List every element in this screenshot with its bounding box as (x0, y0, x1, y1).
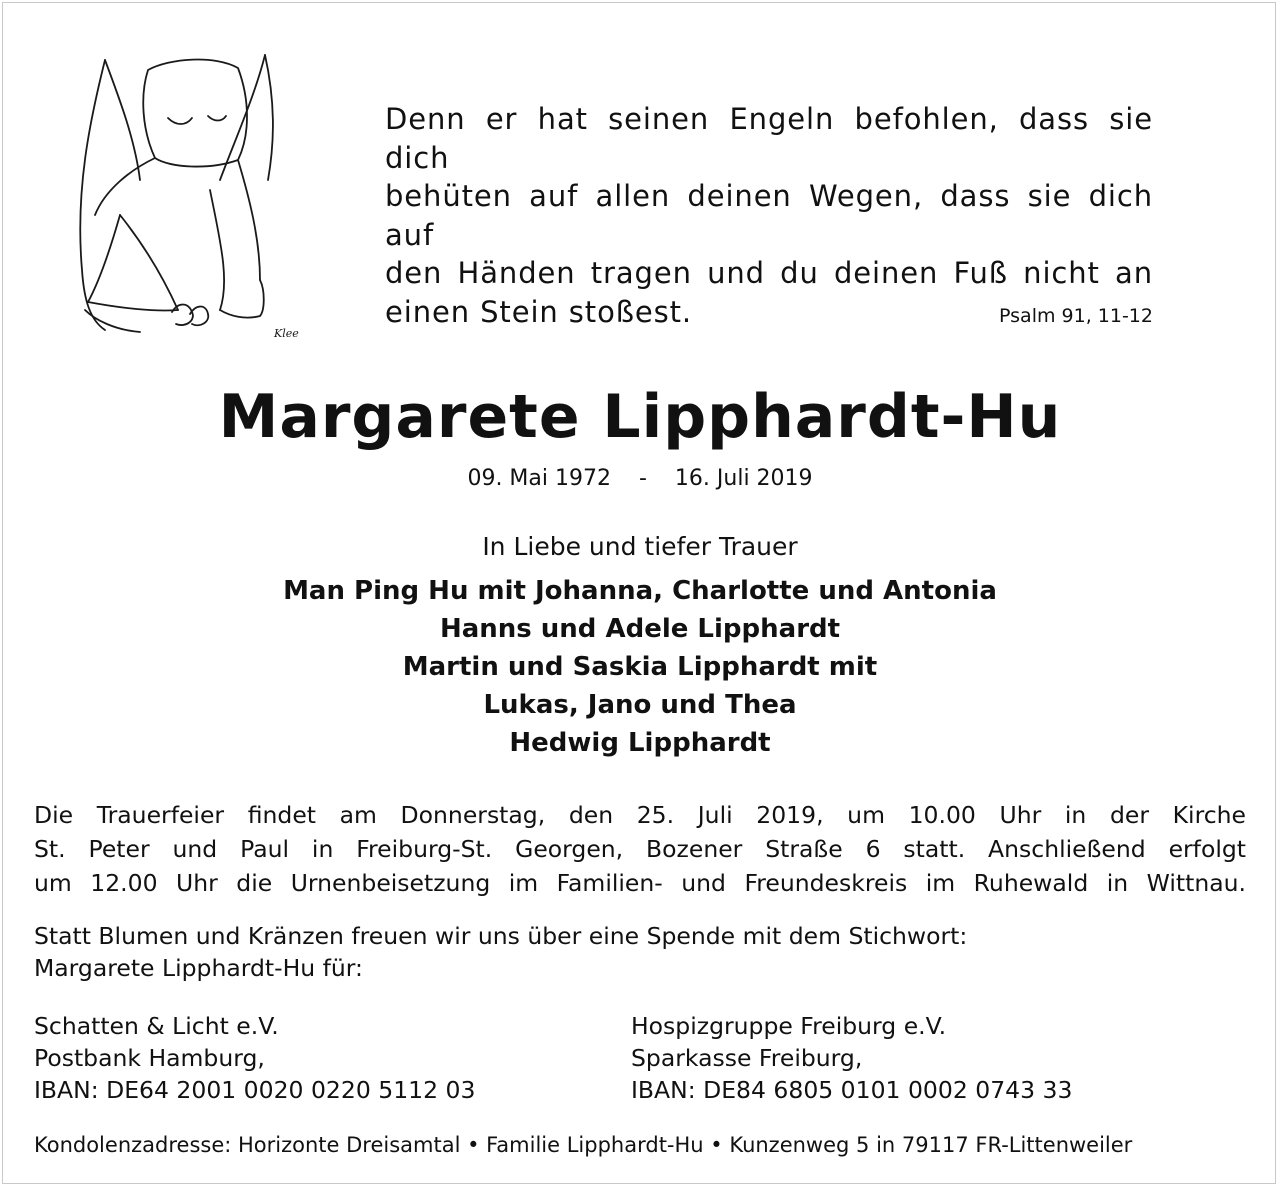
bank-org: Schatten & Licht e.V. (34, 1012, 279, 1040)
donation-line: Margarete Lipphardt-Hu für: (34, 954, 363, 982)
psalm-verse (385, 100, 1153, 335)
ceremony-line: St. Peter und Paul in Freiburg-St. Georgen, Bozener Straße 6 statt. Anschließend erfolgt (34, 835, 1246, 863)
deceased-name: Margarete Lipphardt-Hu (218, 382, 1062, 452)
ceremony-line: Die Trauerfeier findet am Donnerstag, den 25. Juli 2019, um 10.00 Uhr in der Kirche (34, 801, 1246, 829)
mourner-line: Lukas, Jano und Thea (483, 690, 797, 720)
verse-line: behüten auf allen deinen Wegen, dass sie dich auf (385, 179, 1153, 252)
bank-account-right (631, 1010, 1072, 1106)
artist-signature: Klee (274, 327, 299, 340)
verse-line: Denn er hat seinen Engeln befohlen, dass sie dich (385, 102, 1153, 175)
mourner-line: Martin und Saskia Lipphardt mit (402, 652, 878, 682)
condolence-address: Kondolenzadresse: Horizonte Dreisamtal • Familie Lipphardt-Hu • Kunzenweg 5 in 79117 FR-Littenweiler (34, 1133, 1133, 1157)
mourner-line: Man Ping Hu mit Johanna, Charlotte und Antonia (283, 576, 997, 606)
bank-iban: IBAN: DE64 2001 0020 0220 5112 03 (34, 1076, 476, 1104)
verse-reference: Psalm 91, 11-12 (999, 304, 1153, 327)
life-dates (0, 466, 1280, 491)
bank-org: Hospizgruppe Freiburg e.V. (631, 1012, 947, 1040)
ceremony-text (34, 798, 1246, 900)
mourners-list (0, 572, 1280, 762)
mourning-intro: In Liebe und tiefer Trauer (482, 532, 798, 561)
bank-account-left (34, 1010, 475, 1106)
ceremony-line: um 12.00 Uhr die Urnenbeisetzung im Familien- und Freundeskreis im Ruhewald in Wittnau. (34, 869, 1246, 897)
verse-line: den Händen tragen und du deinen Fuß nicht an (385, 256, 1153, 290)
mourner-line: Hanns und Adele Lipphardt (439, 614, 841, 644)
death-date: 16. Juli 2019 (674, 466, 813, 491)
bank-name: Postbank Hamburg, (34, 1044, 265, 1072)
birth-date: 09. Mai 1972 (467, 466, 611, 491)
bank-name: Sparkasse Freiburg, (631, 1044, 863, 1072)
verse-line: einen Stein stoßest. (385, 294, 693, 329)
mourner-line: Hedwig Lipphardt (509, 728, 771, 758)
angel-drawing (60, 40, 330, 355)
date-separator: - (638, 466, 647, 491)
donation-text (34, 920, 1246, 984)
bank-iban: IBAN: DE84 6805 0101 0002 0743 33 (631, 1076, 1073, 1104)
donation-line: Statt Blumen und Kränzen freuen wir uns über eine Spende mit dem Stichwort: (34, 922, 968, 950)
